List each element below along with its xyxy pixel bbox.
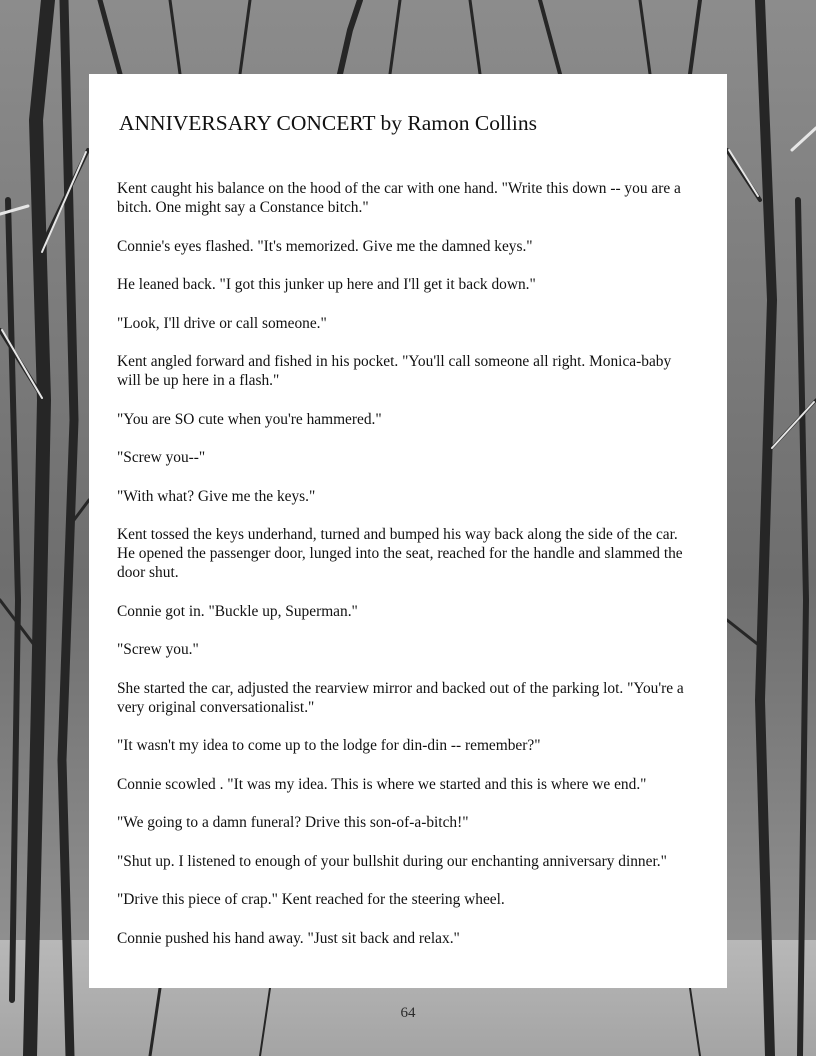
paragraph: "With what? Give me the keys." [117, 487, 316, 505]
paragraph: Kent caught his balance on the hood of the car with one hand. "Write this down -- you are a bitch. One might say a Constance bitch." [117, 180, 681, 216]
paragraph: "Screw you." [117, 641, 199, 658]
story-body [117, 179, 697, 948]
paragraph: "Screw you--" [117, 449, 206, 466]
paragraph: Kent angled forward and fished in his pocket. "You'll call someone all right. Monica-baby will be up here in a flash." [117, 353, 672, 389]
paragraph: She started the car, adjusted the rearview mirror and backed out of the parking lot. "You're a very original conversationalist." [117, 679, 684, 716]
paragraph: "You are SO cute when you're hammered." [117, 410, 382, 428]
paragraph: Connie got in. "Buckle up, Superman." [117, 602, 358, 620]
paragraph: "We going to a damn funeral? Drive this son-of-a-bitch!" [117, 814, 469, 831]
paragraph: "Look, I'll drive or call someone." [117, 314, 327, 332]
paragraph: "Shut up. I listened to enough of your bullshit during our enchanting anniversary dinner." [117, 852, 667, 870]
paragraph: Kent tossed the keys underhand, turned and bumped his way back along the side of the car. He opened the passenger door, lunged into the seat, reached for the handle and slammed the door shut. [117, 526, 683, 581]
paragraph: Connie's eyes flashed. "It's memorized. Give me the damned keys." [117, 237, 533, 255]
story-title: ANNIVERSARY CONCERT by Ramon Collins [119, 111, 538, 135]
paragraph: Connie pushed his hand away. "Just sit back and relax." [117, 929, 460, 947]
paragraph: He leaned back. "I got this junker up here and I'll get it back down." [117, 276, 536, 293]
page-card [89, 74, 727, 988]
paragraph: "Drive this piece of crap." Kent reached for the steering wheel. [117, 891, 505, 908]
paragraph: Connie scowled . "It was my idea. This is where we started and this is where we end." [117, 775, 647, 793]
page-number: 64 [400, 1005, 416, 1021]
paragraph: "It wasn't my idea to come up to the lodge for din-din -- remember?" [117, 737, 541, 754]
